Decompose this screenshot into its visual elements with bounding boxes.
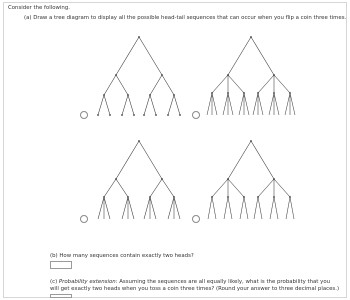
tree-diagram-4	[201, 139, 301, 223]
part-c-answer-input[interactable]	[50, 294, 72, 298]
tree-diagram-2	[201, 35, 301, 119]
part-a-instructions: (a) Draw a tree diagram to display all the possible head-tail sequences that can occur when you flip a coin three times.	[24, 15, 347, 21]
tree-option-1-radio[interactable]	[80, 111, 88, 119]
tree-option-2[interactable]	[192, 35, 301, 119]
part-b-answer-input[interactable]	[50, 261, 72, 269]
tree-option-3[interactable]	[80, 139, 189, 223]
tree-option-3-radio[interactable]	[80, 215, 88, 223]
tree-diagram-1	[89, 35, 189, 119]
part-c-text: Assuming the sequences are all equally likely, what is the probability that you will get exactly two heads when you toss a coin three times? (Round your answer to three decimal places.)	[50, 279, 340, 292]
question-prompt: Consider the following.	[8, 5, 70, 11]
tree-option-1[interactable]	[80, 35, 189, 119]
part-c-question	[50, 279, 340, 293]
question-panel	[3, 2, 347, 298]
tree-option-4-radio[interactable]	[192, 215, 200, 223]
part-c-italic-label: Probability extension:	[58, 279, 118, 285]
part-b-question: (b) How many sequences contain exactly two heads?	[50, 253, 194, 259]
tree-option-4[interactable]	[192, 139, 301, 223]
part-c-label: (c)	[50, 279, 59, 285]
tree-option-2-radio[interactable]	[192, 111, 200, 119]
tree-diagram-3	[89, 139, 189, 223]
